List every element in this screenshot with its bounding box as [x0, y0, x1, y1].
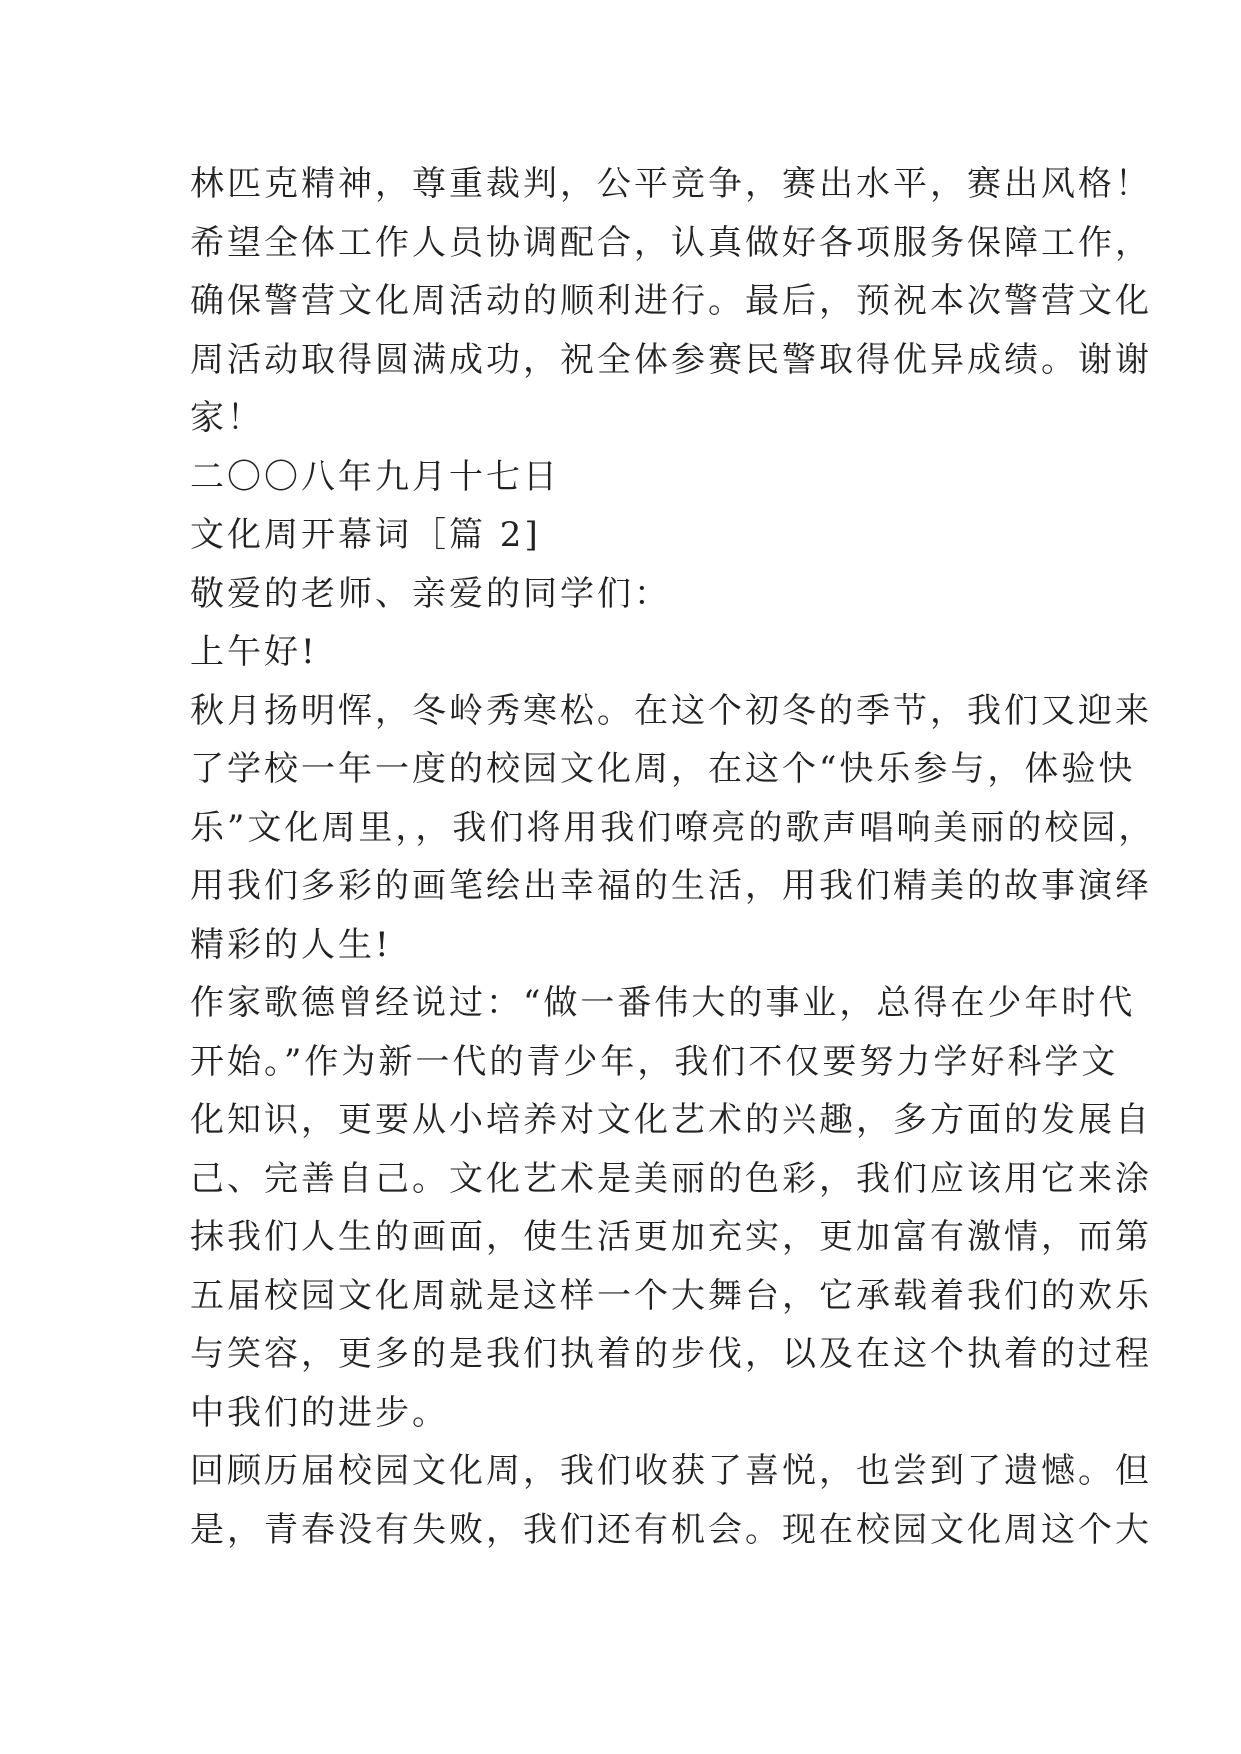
text-line: 家！	[190, 398, 264, 438]
text-line: 中我们的进步。	[190, 1392, 449, 1433]
text-line: 精彩的人生!	[190, 924, 392, 965]
salutation: 敬爱的老师、亲爱的同学们：	[190, 573, 671, 614]
document-page	[190, 155, 1156, 1559]
text-line: 抹我们人生的画面，使生活更加充实，更加富有激情，而第	[190, 1217, 1152, 1257]
text-line: 开始。”作为新一代的青少年，我们不仅要努力学好科学文	[190, 1041, 1119, 1082]
greeting: 上午好!	[190, 632, 318, 672]
section-title: 文化周开幕词［篇 2]	[190, 515, 541, 555]
text-line: 乐”文化周里，，我们将用我们嘹亮的歌声唱响美丽的校园，	[190, 807, 1156, 848]
text-line: 作家歌德曾经说过：“做一番伟大的事业，总得在少年时代	[190, 983, 1136, 1023]
text-line: 己、完善自己。文化艺术是美丽的色彩，我们应该用它来涂	[190, 1158, 1152, 1199]
text-line: 确保警营文化周活动的顺利进行。最后，预祝本次警营文化	[190, 281, 1152, 321]
text-line: 周活动取得圆满成功，祝全体参赛民警取得优异成绩。谢谢	[190, 339, 1152, 380]
text-line: 秋月扬明恽，冬岭秀寒松。在这个初冬的季节，我们又迎来	[190, 690, 1152, 731]
text-line: 化知识，更要从小培养对文化艺术的兴趣，多方面的发展自	[190, 1100, 1152, 1140]
text-line: 用我们多彩的画笔绘出幸福的生活，用我们精美的故事演绎	[190, 866, 1152, 906]
text-line: 林匹克精神，尊重裁判，公平竞争，赛出水平，赛出风格！	[190, 164, 1152, 204]
text-line: 了学校一年一度的校园文化周，在这个“快乐参与，体验快	[190, 749, 1136, 789]
text-line: 与笑容，更多的是我们执着的步伐，以及在这个执着的过程	[190, 1334, 1152, 1374]
text-line: 是，青春没有失败，我们还有机会。现在校园文化周这个大	[190, 1509, 1152, 1550]
date-line: 二〇〇八年九月十七日	[190, 456, 560, 497]
text-line: 回顾历届校园文化周，我们收获了喜悦，也尝到了遗憾。但	[190, 1451, 1152, 1491]
text-line: 五届校园文化周就是这样一个大舞台，它承载着我们的欢乐	[190, 1275, 1152, 1316]
text-line: 希望全体工作人员协调配合，认真做好各项服务保障工作，	[190, 222, 1152, 263]
